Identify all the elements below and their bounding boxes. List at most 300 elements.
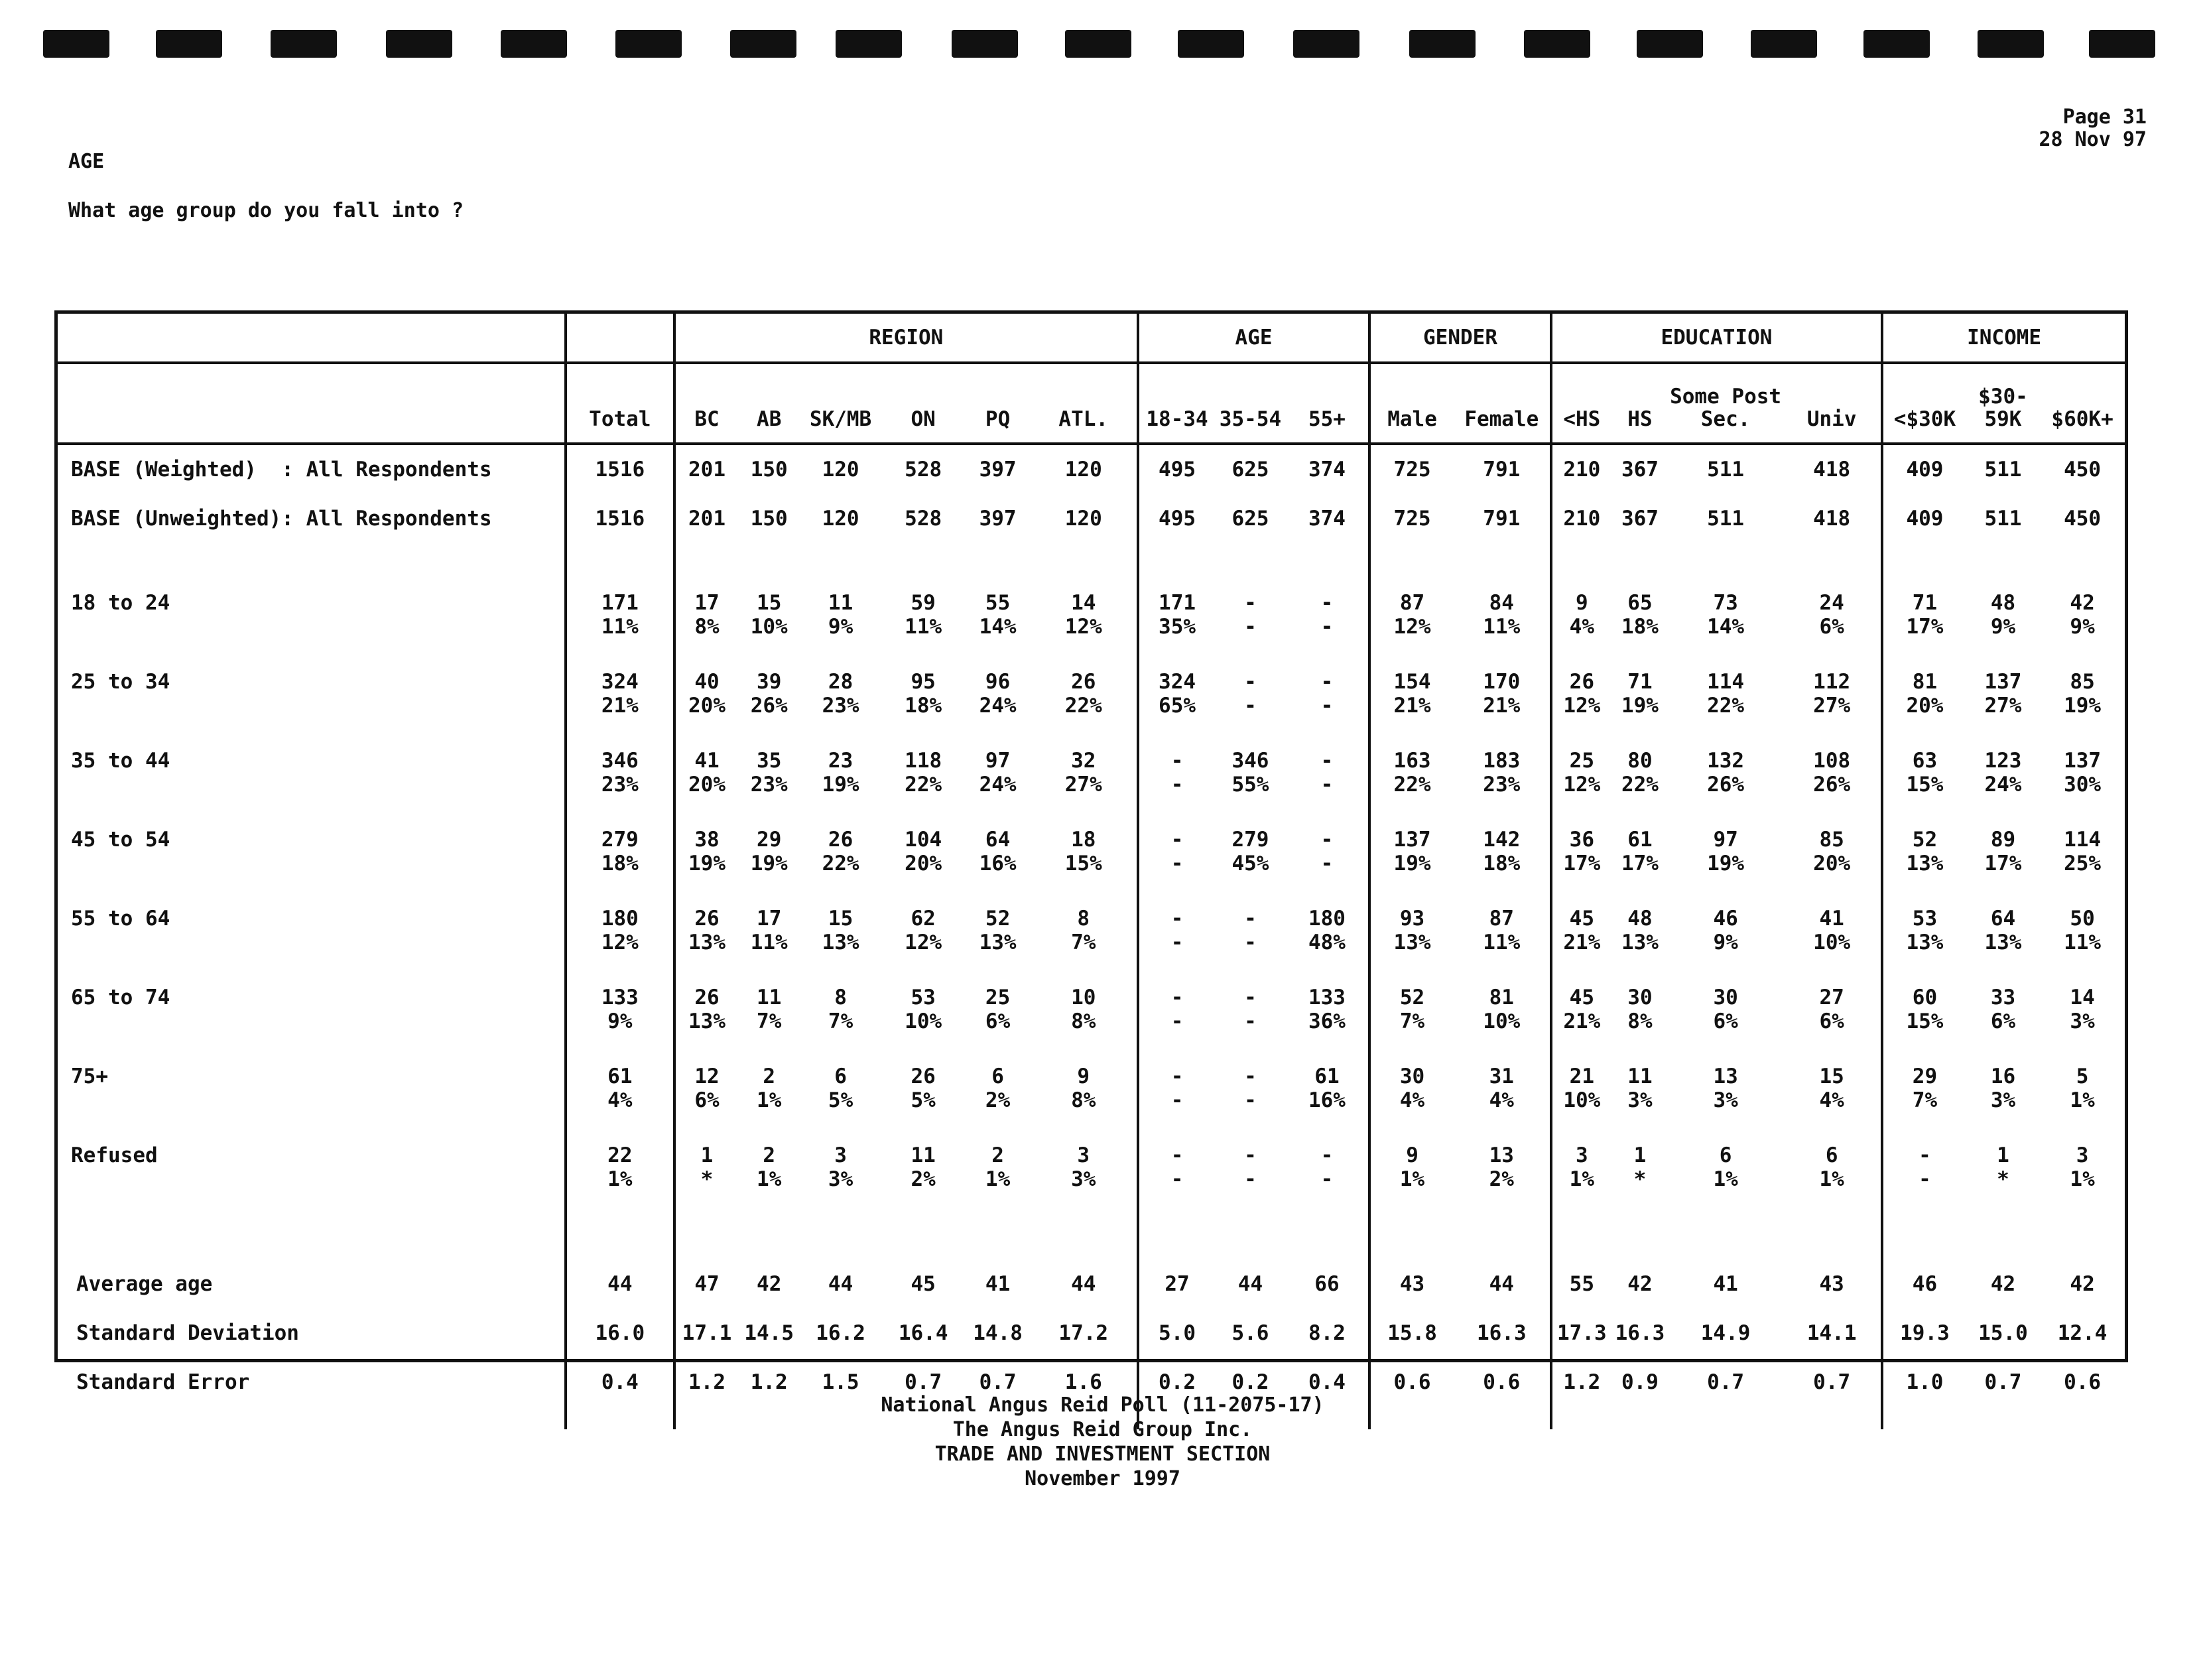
table-cell: 374	[1308, 458, 1346, 482]
table-cell	[1882, 1138, 1966, 1217]
table-cell	[566, 822, 674, 901]
table-cell: 120	[1064, 458, 1102, 482]
cell-percent: 35%	[1159, 615, 1196, 639]
row-label: BASE (Unweighted): All Respondents	[71, 507, 492, 531]
table-cell: 0.2	[1231, 1370, 1269, 1394]
table-cell	[1882, 980, 1966, 1059]
table-cell: 14.9	[1700, 1321, 1751, 1345]
table-cell	[1966, 980, 2040, 1059]
table-cell	[2040, 822, 2125, 901]
spacer-cell	[800, 543, 881, 586]
cell-percent: -	[1170, 1009, 1184, 1033]
cell-count: 41	[694, 749, 720, 773]
cell-count: 14	[1071, 591, 1096, 615]
cell-percent: 1%	[2070, 1088, 2095, 1112]
table-cell: 41	[985, 1272, 1011, 1296]
table-cell	[1031, 901, 1138, 980]
page-title: AGE	[68, 150, 105, 173]
cell-count: 171	[601, 591, 639, 615]
spacer-cell	[1882, 543, 1966, 586]
cell-count: 96	[985, 670, 1011, 694]
table-cell	[1966, 586, 2040, 665]
spacer-cell	[1031, 1217, 1138, 1260]
cell-percent: 7%	[1912, 1088, 1938, 1112]
cell-percent: 20%	[905, 852, 942, 875]
table-cell	[1031, 1059, 1138, 1138]
cell-percent: 3%	[1990, 1088, 2016, 1112]
cell-count: -	[1170, 907, 1184, 931]
table-cell	[1369, 980, 1454, 1059]
spacer-cell	[1286, 1217, 1370, 1260]
cell-count: 10	[1071, 986, 1096, 1009]
page-date: 28 Nov 97	[2039, 128, 2147, 151]
cell-count: 71	[1627, 670, 1653, 694]
table-cell	[1138, 586, 1215, 665]
table-cell: 397	[979, 458, 1017, 482]
cell-count: 22	[607, 1143, 633, 1167]
table-cell	[1454, 743, 1551, 822]
table-cell: 495	[1138, 444, 1215, 494]
table-cell	[1669, 665, 1783, 743]
cell-percent: 23%	[822, 694, 859, 718]
cell-percent: 10%	[1563, 1088, 1601, 1112]
cell-percent: 9%	[607, 1009, 633, 1033]
table-cell	[1369, 1059, 1454, 1138]
table-cell	[1669, 980, 1783, 1059]
cell-percent: 4%	[1819, 1088, 1844, 1112]
spacer-cell	[1966, 1217, 2040, 1260]
table-cell	[1031, 1138, 1138, 1217]
table-cell	[1286, 665, 1370, 743]
cell-percent: 20%	[688, 694, 725, 718]
cell-count: 133	[1308, 986, 1346, 1009]
cell-percent: 4%	[1489, 1088, 1514, 1112]
cell-count: 170	[1483, 670, 1521, 694]
table-cell: 150	[750, 458, 788, 482]
row-label: 45 to 54	[71, 828, 170, 852]
cell-count: -	[1170, 1065, 1184, 1088]
table-cell	[1783, 743, 1882, 822]
punch-hole	[730, 30, 796, 58]
table-cell	[1551, 901, 1611, 980]
spacer-cell	[566, 543, 674, 586]
cell-count: 81	[1912, 670, 1938, 694]
table-cell: 42	[2070, 1272, 2095, 1296]
cell-count: 48	[1627, 907, 1653, 931]
table-cell	[1454, 822, 1551, 901]
cell-percent: 18%	[1621, 615, 1659, 639]
cell-count: 17	[694, 591, 720, 615]
cell-percent: 6%	[1990, 1009, 2016, 1033]
table-cell	[1882, 665, 1966, 743]
cell-count: 8	[1077, 907, 1090, 931]
table-cell: 0.7	[1813, 1370, 1851, 1394]
table-cell	[881, 1138, 966, 1217]
cell-percent: 11%	[2064, 931, 2102, 954]
cell-percent: 12%	[1393, 615, 1431, 639]
cell-count: 114	[1707, 670, 1745, 694]
cell-count: 11	[828, 591, 853, 615]
table-cell: 725	[1369, 494, 1454, 543]
spacer-cell	[1669, 1217, 1783, 1260]
cell-percent: 9%	[1990, 615, 2016, 639]
spacer-cell	[738, 1217, 800, 1260]
cell-percent: 36%	[1308, 1009, 1346, 1033]
table-cell: 44	[828, 1272, 853, 1296]
column-header: ON	[881, 363, 966, 444]
cell-percent: 18%	[905, 694, 942, 718]
cell-percent: 24%	[979, 773, 1017, 797]
cell-percent: 12%	[1563, 694, 1601, 718]
table-cell	[1669, 1138, 1783, 1217]
table-cell: 5.6	[1231, 1321, 1269, 1345]
table-row	[58, 743, 2125, 822]
spacer-cell	[965, 543, 1030, 586]
table-cell	[738, 586, 800, 665]
cell-count: 16	[1990, 1065, 2016, 1088]
cell-count: 30	[1399, 1065, 1425, 1088]
group-header: GENDER	[1369, 314, 1551, 363]
table-cell	[1882, 586, 1966, 665]
row-label: Standard Deviation	[76, 1321, 299, 1345]
cell-count: 62	[911, 907, 936, 931]
table-cell	[2040, 1059, 2125, 1138]
table-cell	[881, 822, 966, 901]
crosstab-table	[54, 310, 2128, 1394]
table-cell: 1.5	[822, 1370, 859, 1394]
table-cell	[881, 980, 966, 1059]
table-cell: 1.0	[1882, 1358, 1966, 1407]
cell-count: 132	[1707, 749, 1745, 773]
spacer-row	[58, 543, 2125, 586]
cell-percent: 7%	[1071, 931, 1096, 954]
table-cell	[1215, 1138, 1285, 1217]
cell-count: 29	[1912, 1065, 1938, 1088]
table-cell	[566, 1138, 674, 1217]
cell-count: 1	[700, 1143, 714, 1167]
table-cell	[800, 901, 881, 980]
table-cell	[674, 1138, 738, 1217]
cell-count: -	[1170, 749, 1184, 773]
cell-count: 346	[601, 749, 639, 773]
cell-count: 30	[1627, 986, 1653, 1009]
spacer-cell	[1966, 543, 2040, 586]
table-cell	[965, 743, 1030, 822]
table-cell: 1516	[566, 494, 674, 543]
cell-count: -	[1244, 986, 1257, 1009]
spacer-cell	[1031, 543, 1138, 586]
cell-percent: 8%	[1071, 1088, 1096, 1112]
cell-count: 15	[757, 591, 782, 615]
table-cell: 16.2	[816, 1321, 865, 1345]
cell-percent: 12%	[1563, 773, 1601, 797]
cell-count: 45	[1569, 907, 1594, 931]
cell-percent: 1%	[1569, 1167, 1594, 1191]
punch-hole	[836, 30, 902, 58]
cell-count: 9	[1406, 1143, 1418, 1167]
cell-percent: 13%	[1393, 931, 1431, 954]
table-cell: 625	[1231, 458, 1269, 482]
cell-count: 6	[991, 1065, 1004, 1088]
table-cell: 0.6	[1369, 1358, 1454, 1407]
cell-count: 108	[1813, 749, 1851, 773]
table-cell	[566, 901, 674, 980]
page-header	[2039, 106, 2147, 151]
table-cell	[566, 1059, 674, 1138]
table-cell: 367	[1621, 507, 1659, 531]
column-header: Total	[566, 363, 674, 444]
table-cell	[1669, 1059, 1783, 1138]
cell-percent: 19%	[822, 773, 859, 797]
table-cell: 17.3	[1551, 1309, 1611, 1358]
cell-count: 53	[1912, 907, 1938, 931]
table-cell: 44	[1489, 1272, 1514, 1296]
punch-hole	[1178, 30, 1244, 58]
spacer-cell	[674, 543, 738, 586]
cell-count: 180	[1308, 907, 1346, 931]
cell-count: 3	[834, 1143, 847, 1167]
cell-count: 171	[1159, 591, 1196, 615]
cell-count: 5	[2076, 1065, 2089, 1088]
cell-percent: 19%	[1621, 694, 1659, 718]
table-cell	[1669, 822, 1783, 901]
crosstab-grid	[58, 314, 2125, 1429]
table-cell	[1031, 743, 1138, 822]
table-cell	[1138, 1138, 1215, 1217]
cell-count: 61	[1627, 828, 1653, 852]
table-cell: 14.1	[1806, 1321, 1857, 1345]
table-cell: 0.6	[1483, 1370, 1521, 1394]
row-label: 25 to 34	[71, 670, 170, 694]
cell-count: 65	[1627, 591, 1653, 615]
row-label: Average age	[76, 1272, 213, 1296]
cell-count: 2	[763, 1143, 776, 1167]
table-cell	[738, 901, 800, 980]
table-cell: 450	[2064, 507, 2102, 531]
cell-percent: 13%	[979, 931, 1017, 954]
cell-count: 26	[828, 828, 853, 852]
table-cell	[1454, 1138, 1551, 1217]
base-row	[58, 494, 2125, 543]
cell-count: 87	[1399, 591, 1425, 615]
table-cell: 46	[1882, 1260, 1966, 1309]
table-cell	[1454, 980, 1551, 1059]
spacer-cell	[1611, 543, 1669, 586]
table-cell: 528	[905, 507, 942, 531]
punch-hole	[156, 30, 222, 58]
cell-count: 3	[1077, 1143, 1090, 1167]
table-cell	[965, 1138, 1030, 1217]
cell-count: 36	[1569, 828, 1594, 852]
table-cell	[1966, 822, 2040, 901]
punch-hole	[386, 30, 452, 58]
table-cell: 1.2	[1551, 1358, 1611, 1407]
cell-percent: *	[1633, 1167, 1647, 1191]
cell-percent: 26%	[750, 694, 788, 718]
spacer-cell	[1611, 1217, 1669, 1260]
cell-percent: -	[1170, 852, 1184, 875]
punch-hole	[1863, 30, 1930, 58]
table-cell	[1611, 980, 1669, 1059]
cell-percent: 1%	[1399, 1167, 1425, 1191]
table-cell	[881, 586, 966, 665]
table-cell	[1882, 1059, 1966, 1138]
row-label: 18 to 24	[71, 591, 170, 615]
cell-percent: 15%	[1906, 773, 1944, 797]
cell-count: -	[1320, 828, 1334, 852]
cell-count: -	[1244, 591, 1257, 615]
table-cell	[1031, 665, 1138, 743]
table-cell	[1551, 980, 1611, 1059]
cell-count: 64	[1990, 907, 2016, 931]
table-cell	[1551, 586, 1611, 665]
cell-count: 2	[991, 1143, 1004, 1167]
spacer-cell	[1215, 543, 1285, 586]
cell-percent: 20%	[688, 773, 725, 797]
cell-percent: 8%	[1627, 1009, 1653, 1033]
spacer-cell	[674, 1217, 738, 1260]
table-cell: 16.0	[566, 1309, 674, 1358]
punch-hole	[271, 30, 337, 58]
table-cell: 41	[1713, 1272, 1738, 1296]
cell-percent: 13%	[688, 1009, 725, 1033]
cell-count: 26	[1569, 670, 1594, 694]
cell-percent: 6%	[1819, 1009, 1844, 1033]
column-header: HS	[1611, 363, 1669, 444]
table-cell	[1611, 1059, 1669, 1138]
cell-count: 279	[601, 828, 639, 852]
table-cell	[1215, 980, 1285, 1059]
cell-count: 97	[1713, 828, 1738, 852]
cell-count: 40	[694, 670, 720, 694]
spacer-cell	[566, 1217, 674, 1260]
cell-percent: 19%	[750, 852, 788, 875]
table-row	[58, 980, 2125, 1059]
column-header: Univ	[1783, 363, 1882, 444]
cell-count: 154	[1393, 670, 1431, 694]
row-label: Refused	[71, 1143, 158, 1167]
cell-percent: 12%	[601, 931, 639, 954]
cell-count: -	[1170, 828, 1184, 852]
cell-percent: 22%	[1393, 773, 1431, 797]
spacer-cell	[2040, 1217, 2125, 1260]
cell-count: 112	[1813, 670, 1851, 694]
table-cell	[1783, 1059, 1882, 1138]
cell-count: 118	[905, 749, 942, 773]
table-cell	[1611, 1138, 1669, 1217]
table-cell	[1966, 743, 2040, 822]
spacer-cell	[881, 543, 966, 586]
table-cell	[1031, 586, 1138, 665]
cell-percent: 19%	[2064, 694, 2102, 718]
cell-count: 6	[834, 1065, 847, 1088]
table-cell	[800, 586, 881, 665]
punch-hole	[1637, 30, 1703, 58]
cell-count: 64	[985, 828, 1011, 852]
column-header: Female	[1454, 363, 1551, 444]
cell-count: 104	[905, 828, 942, 852]
row-label: Standard Error	[76, 1370, 250, 1394]
table-cell: 367	[1621, 458, 1659, 482]
table-cell	[1454, 1059, 1551, 1138]
table-cell: 16.3	[1615, 1321, 1665, 1345]
spacer-cell	[1669, 543, 1783, 586]
cell-percent: 6%	[985, 1009, 1011, 1033]
table-cell	[800, 1059, 881, 1138]
table-cell	[1215, 901, 1285, 980]
group-header: AGE	[1138, 314, 1369, 363]
cell-count: 11	[1627, 1065, 1653, 1088]
table-cell	[1215, 822, 1285, 901]
table-cell	[881, 665, 966, 743]
punch-hole	[1065, 30, 1131, 58]
table-cell: 8.2	[1308, 1321, 1346, 1345]
cell-percent: 10%	[905, 1009, 942, 1033]
cell-count: 324	[601, 670, 639, 694]
cell-count: 3	[1575, 1143, 1588, 1167]
cell-percent: 17%	[1563, 852, 1601, 875]
cell-percent: 3%	[1713, 1088, 1738, 1112]
cell-percent: 20%	[1813, 852, 1851, 875]
row-label: BASE (Weighted) : All Respondents	[71, 458, 492, 482]
table-cell: 42	[1627, 1272, 1653, 1296]
cell-count: 33	[1990, 986, 2016, 1009]
cell-percent: 22%	[1707, 694, 1745, 718]
cell-count: 2	[763, 1065, 776, 1088]
table-cell: 495	[1138, 494, 1215, 543]
cell-percent: 4%	[1569, 615, 1594, 639]
cell-count: 35	[757, 749, 782, 773]
cell-percent: -	[1320, 773, 1334, 797]
table-row	[58, 665, 2125, 743]
table-cell	[881, 1059, 966, 1138]
page-number: Page 31	[2062, 105, 2147, 129]
table-cell: 0.4	[566, 1358, 674, 1407]
punch-hole	[1409, 30, 1476, 58]
cell-count: 279	[1231, 828, 1269, 852]
cell-count: 26	[1071, 670, 1096, 694]
spacer-cell	[1551, 1217, 1611, 1260]
cell-count: 85	[1819, 828, 1844, 852]
cell-count: 24	[1819, 591, 1844, 615]
table-cell: 418	[1813, 458, 1851, 482]
cell-count: 26	[694, 907, 720, 931]
table-cell	[1611, 586, 1669, 665]
stat-row	[58, 1260, 2125, 1309]
table-cell	[1669, 743, 1783, 822]
cell-percent: 55%	[1231, 773, 1269, 797]
cell-count: 89	[1990, 828, 2016, 852]
cell-count: 63	[1912, 749, 1938, 773]
spacer-cell	[1454, 543, 1551, 586]
punch-hole	[615, 30, 682, 58]
cell-percent: 20%	[1906, 694, 1944, 718]
cell-count: 6	[1719, 1143, 1732, 1167]
cell-count: 25	[985, 986, 1011, 1009]
spacer-cell	[881, 1217, 966, 1260]
column-header: BC	[674, 363, 738, 444]
table-cell	[800, 665, 881, 743]
table-cell: 1.6	[1064, 1370, 1102, 1394]
cell-percent: 17%	[1621, 852, 1659, 875]
table-cell	[1369, 901, 1454, 980]
column-header: PQ	[965, 363, 1030, 444]
footer-line: TRADE AND INVESTMENT SECTION	[934, 1443, 1271, 1466]
cell-percent: 13%	[1984, 931, 2022, 954]
table-cell: 15.0	[1978, 1321, 2028, 1345]
table-cell	[1369, 822, 1454, 901]
spacer-cell	[1138, 1217, 1215, 1260]
